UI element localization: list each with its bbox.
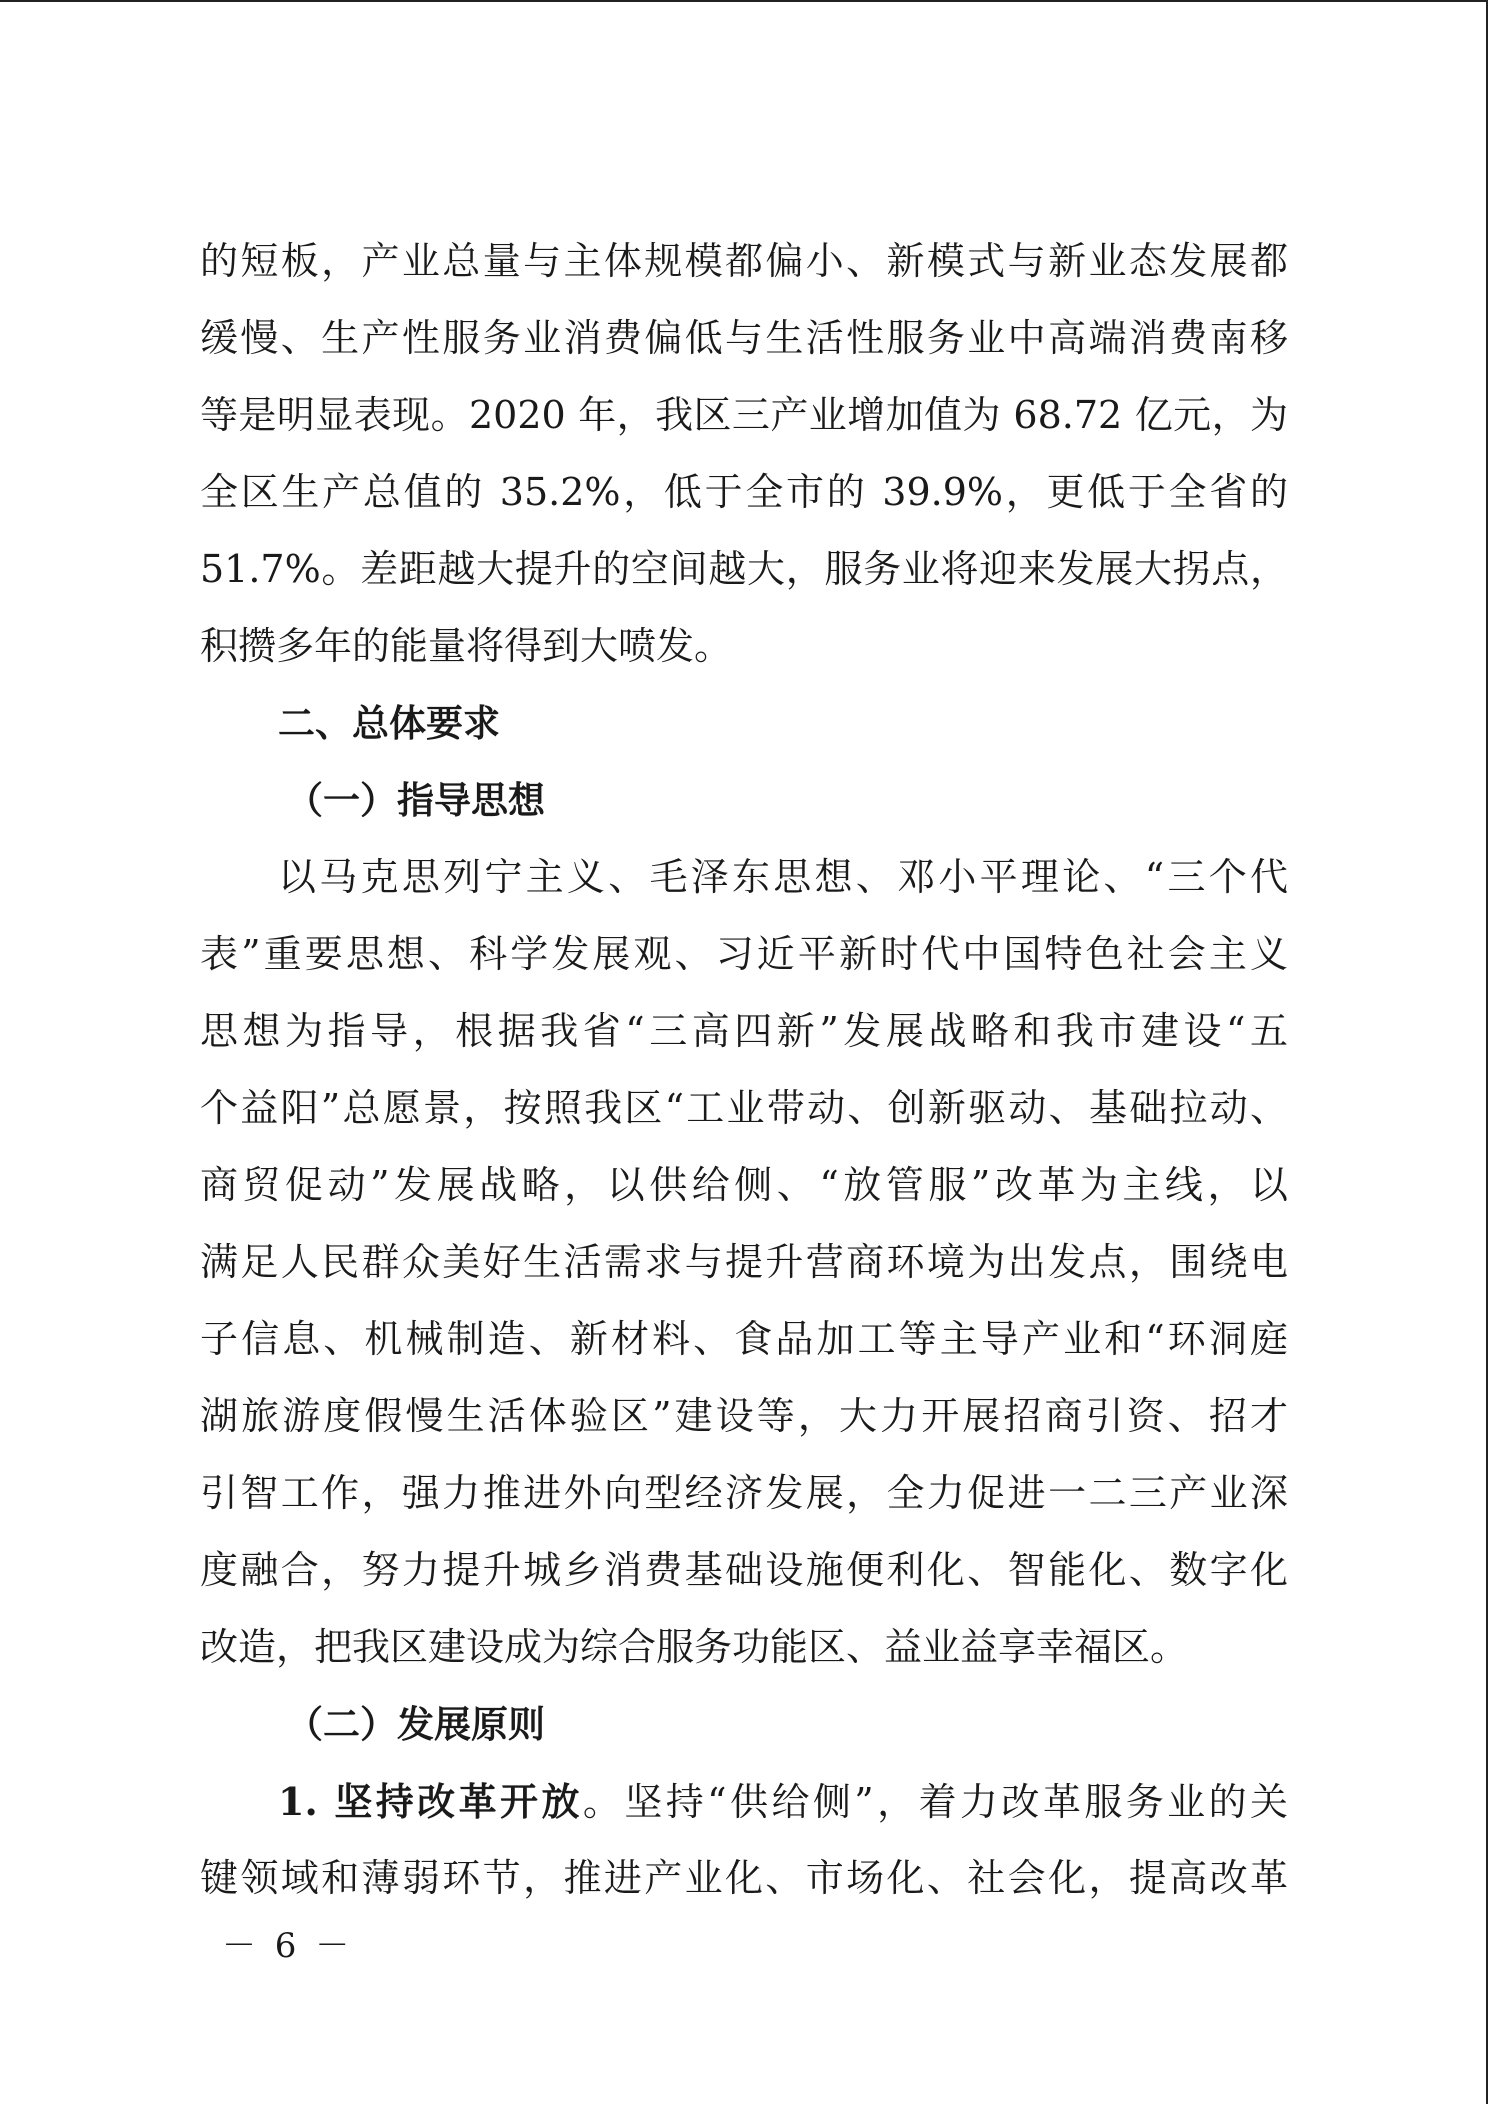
text-line: 51.7%。差距越大提升的空间越大，服务业将迎来发展大拐点， <box>200 547 1288 591</box>
section-heading: 二、总体要求 <box>278 702 500 745</box>
text-line: 子信息、机械制造、新材料、食品加工等主导产业和“环洞庭 <box>200 1317 1288 1361</box>
text-line: 以马克思列宁主义、毛泽东思想、邓小平理论、“三个代 <box>278 855 1288 899</box>
page-number: － 6 － <box>222 1926 354 1966</box>
text-line: 个益阳”总愿景，按照我区“工业带动、创新驱动、基础拉动、 <box>200 1086 1288 1130</box>
text-line: 缓慢、生产性服务业消费偏低与生活性服务业中高端消费南移 <box>200 316 1288 360</box>
document-body <box>200 223 1288 1917</box>
text-line: 键领域和薄弱环节，推进产业化、市场化、社会化，提高改革 <box>200 1856 1288 1900</box>
text-line: 商贸促动”发展战略，以供给侧、“放管服”改革为主线，以 <box>200 1163 1288 1207</box>
principle-title: 1. 坚持改革开放 <box>278 1779 583 1824</box>
text-line: 的短板，产业总量与主体规模都偏小、新模式与新业态发展都 <box>200 239 1288 283</box>
text-line: 全区生产总值的 35.2%，低于全市的 39.9%，更低于全省的 <box>200 470 1288 514</box>
text-line: 等是明显表现。2020 年，我区三产业增加值为 68.72 亿元，为 <box>200 393 1288 437</box>
text-line: 度融合，努力提升城乡消费基础设施便利化、智能化、数字化 <box>200 1548 1288 1592</box>
subsection-heading-guiding-ideology: （一）指导思想 <box>286 778 545 822</box>
text-line: 改造，把我区建设成为综合服务功能区、益业益享幸福区。 <box>200 1625 1189 1669</box>
text-line: 满足人民群众美好生活需求与提升营商环境为出发点，围绕电 <box>200 1240 1288 1284</box>
text-line: 积攒多年的能量将得到大喷发。 <box>200 624 733 668</box>
principle-text: 。坚持“供给侧”，着力改革服务业的关 <box>582 1780 1288 1824</box>
text-line: 引智工作，强力推进外向型经济发展，全力促进一二三产业深 <box>200 1471 1288 1515</box>
principle-line <box>200 1763 1288 1840</box>
text-line: 表”重要思想、科学发展观、习近平新时代中国特色社会主义 <box>200 932 1288 976</box>
text-line: 湖旅游度假慢生活体验区”建设等，大力开展招商引资、招才 <box>200 1394 1288 1438</box>
text-line: 思想为指导，根据我省“三高四新”发展战略和我市建设“五 <box>200 1009 1288 1053</box>
subsection-heading-principles: （二）发展原则 <box>286 1702 545 1746</box>
